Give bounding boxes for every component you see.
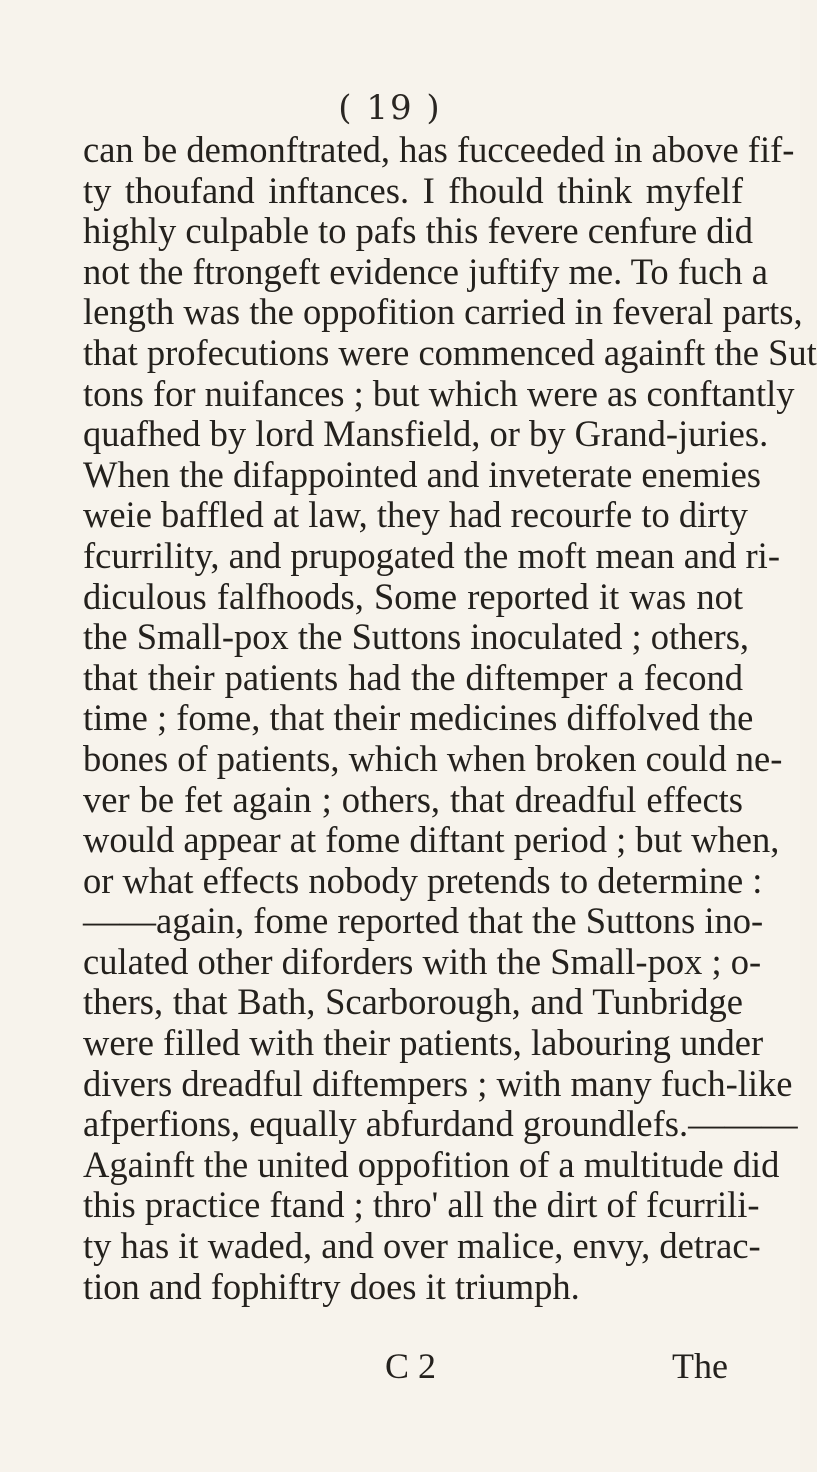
text-line: weie baffled at law, they had recourfe to dirty <box>83 494 748 536</box>
text-line: thers, that Bath, Scarborough, and Tunbridge <box>83 981 743 1023</box>
text-line: the Small-pox the Suttons inoculated ; others, <box>83 616 750 658</box>
catchword: The <box>672 1346 728 1386</box>
text-line: When the difappointed and inveterate enemies <box>83 453 762 495</box>
text-line: quafhed by lord Mansfield, or by Grand-juries. <box>83 413 769 455</box>
page-number: ( 19 ) <box>338 88 442 128</box>
text-line: afperfions, equally abfurdand groundlefs.——— <box>83 1103 798 1145</box>
text-line: culated other diforders with the Small-pox ; o- <box>83 940 762 982</box>
text-line: ver be fet again ; others, that dreadful effects <box>83 778 743 820</box>
text-line: or what effects nobody pretends to determine : <box>83 859 763 901</box>
signature-mark: C 2 <box>385 1346 437 1386</box>
text-line: highly culpable to pafs this fevere cenfure did <box>83 210 753 252</box>
text-line: divers dreadful diftempers ; with many fuch-like <box>83 1062 793 1104</box>
text-line: this practice ftand ; thro' all the dirt of fcurrili- <box>83 1184 760 1226</box>
text-line: would appear at fome diftant period ; but when, <box>83 819 780 861</box>
text-line: Againft the united oppofition of a multitude did <box>83 1143 780 1185</box>
text-line: ty has it waded, and over malice, envy, detrac- <box>83 1225 761 1267</box>
text-line: diculous falfhoods, Some reported it was not <box>83 575 743 617</box>
text-line: fcurrility, and prupogated the moft mean and ri- <box>83 534 780 576</box>
text-line: that profecutions were commenced againft the Sut <box>83 331 817 373</box>
text-line: bones of patients, which when broken could ne- <box>83 737 783 779</box>
text-line: were filled with their patients, labouring under <box>83 1022 764 1064</box>
text-line: tons for nuifances ; but which were as conftantly <box>83 372 795 414</box>
text-line: ty thoufand inftances. I fhould think myfelf <box>83 169 743 211</box>
text-line-final: tion and fophiftry does it triumph. <box>83 1265 580 1307</box>
text-line: not the ftrongeft evidence juftify me. To fuch a <box>83 250 768 292</box>
body-text <box>83 129 817 1307</box>
text-line: that their patients had the diftemper a fecond <box>83 656 743 698</box>
text-line: time ; fome, that their medicines diffolved the <box>83 697 754 739</box>
text-line: length was the oppofition carried in feveral parts, <box>83 291 803 333</box>
text-line: ——again, fome reported that the Suttons ino- <box>83 900 764 942</box>
text-line: can be demonftrated, has fucceeded in above fif- <box>83 129 795 170</box>
page-footer <box>0 1345 800 1395</box>
